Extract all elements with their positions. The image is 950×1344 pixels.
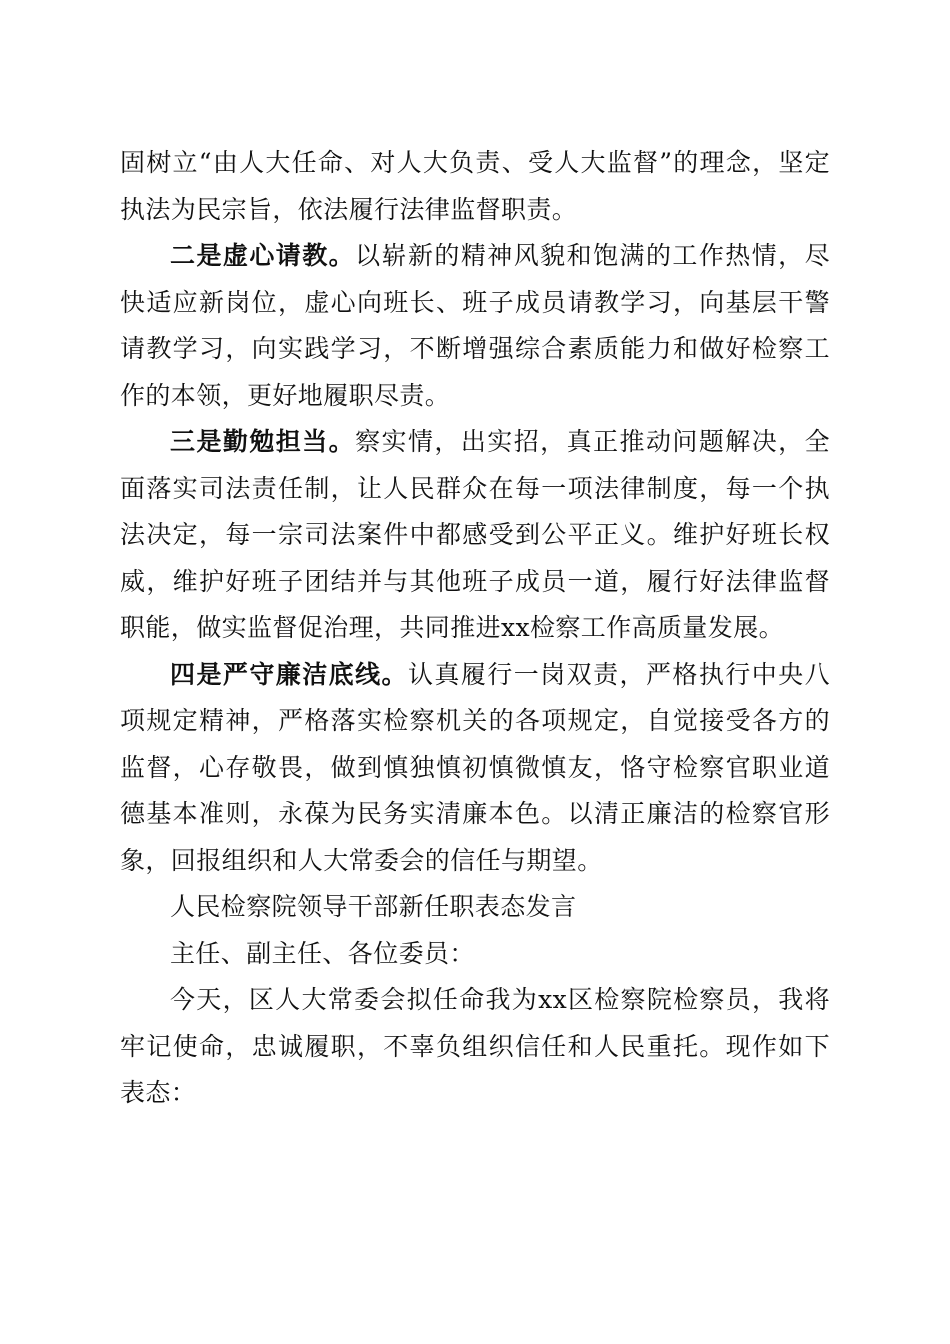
paragraph-lead: 四是严守廉洁底线。 xyxy=(170,659,408,689)
paragraph-point-two xyxy=(120,233,830,419)
paragraph-text: 今天，区人大常委会拟任命我为xx区检察院检察员，我将牢记使命，忠诚履职，不辜负组织信任和人民重托。现作如下表态： xyxy=(120,985,830,1107)
paragraph-lead: 二是虚心请教。 xyxy=(170,241,356,270)
paragraph-continuation xyxy=(120,140,830,233)
paragraph-text: 以崭新的精神风貌和饱满的工作热情，尽快适应新岗位，虚心向班长、班子成员请教学习，向基层干警请教学习，向实践学习，不断增强综合素质能力和做好检察工作的本领，更好地履职尽责。 xyxy=(120,241,830,410)
paragraph-text: 察实情，出实招，真正推动问题解决，全面落实司法责任制，让人民群众在每一项法律制度，每一个执法决定，每一宗司法案件中都感受到公平正义。维护好班长权威，维护好班子团结并与其他班子成员一道，履行好法律监督职能，做实监督促治理，共同推进xx检察工作高质量发展。 xyxy=(120,427,830,642)
paragraph-point-three xyxy=(120,419,830,652)
paragraph-text: 人民检察院领导干部新任职表态发言 xyxy=(170,892,577,921)
document-page xyxy=(120,140,830,1117)
paragraph-text: 主任、副主任、各位委员： xyxy=(170,938,475,968)
paragraph-opening xyxy=(120,977,830,1117)
section-title xyxy=(120,884,830,931)
paragraph-text: 固树立“由人大任命、对人大负责、受人大监督”的理念，坚定执法为民宗旨，依法履行法律监督职责。 xyxy=(120,148,830,224)
paragraph-lead: 三是勤勉担当。 xyxy=(170,427,356,456)
salutation xyxy=(120,931,830,978)
paragraph-text: 认真履行一岗双责，严格执行中央八项规定精神，严格落实检察机关的各项规定，自觉接受各方的监督，心存敬畏，做到慎独慎初慎微慎友，恪守检察官职业道德基本准则，永葆为民务实清廉本色。以清正廉洁的检察官形象，回报组织和人大常委会的信任与期望。 xyxy=(120,659,831,875)
paragraph-point-four xyxy=(120,652,830,885)
